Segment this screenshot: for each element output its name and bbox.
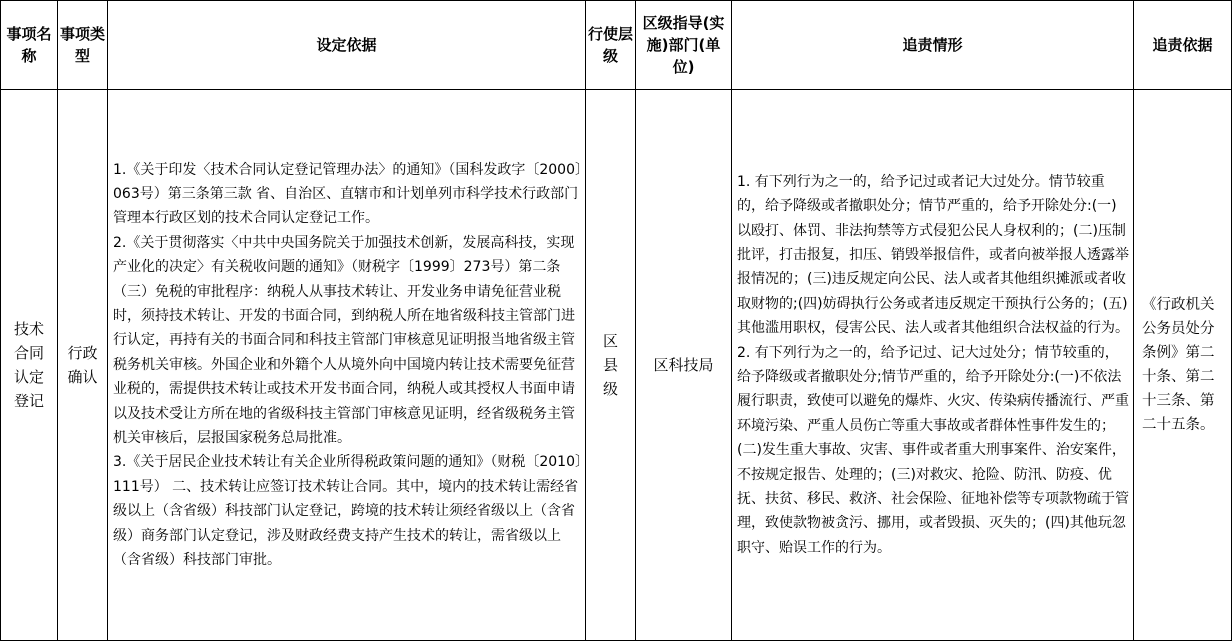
header-department: 区级指导(实施)部门(单位) — [636, 1, 732, 90]
item-type: 行政确认 — [67, 344, 98, 386]
header-level: 行使层级 — [586, 1, 636, 90]
basis-cell — [108, 90, 586, 641]
accountability-basis-cell — [1134, 90, 1232, 641]
table-row — [1, 90, 1232, 641]
accountability-basis: 《行政机关公务员处分条例》第二十条、第二十三条、第二十五条。 — [1142, 297, 1215, 433]
header-item-name: 事项名称 — [1, 1, 58, 90]
department: 区科技局 — [653, 356, 714, 374]
header-basis: 设定依据 — [108, 1, 586, 90]
basis-item: 2.《关于贯彻落实〈中共中央国务院关于加强技术创新，发展高科技，实现产业化的决定〉有关税收问题的通知》（财税字〔1999〕273号）第二条 （三）免税的审批程序：纳税人从事技术转让、开发业务申请免征营业税时，须持技术转让、开发的书面合同，到纳税人所在地省级科技主管部门进行认定，再持有关的书面合同和科技主管部门审核意见证明报当地省级主管税务机关审核。外国企业和外籍个人从境外向中国境内转让技术需要免征营业税的，需提供技术转让或技术开发书面合同，纳税人或其授权人书面申请以及技术受让方所在地的省级科技主管部门审核意见证明，经省级税务主管机关审核后，层报国家税务总局批准。 — [113, 234, 575, 447]
accountability-item: 2. 有下列行为之一的，给予记过、记大过处分；情节较重的，给予降级或者撤职处分;情节严重的，给予开除处分:(一)不依法履行职责，致使可以避免的爆炸、火灾、传染病传播流行、严重环境污染、严重人员伤亡等重大事故或者群体性事件发生的；(二)发生重大事故、灾害、事件或者重大刑事案件、治安案件，不按规定报告、处理的；(三)对救灾、抢险、防汛、防疫、优抚、扶贫、移民、救济、社会保险、征地补偿等专项款物疏于管理，致使款物被贪污、挪用，或者毁损、灭失的；(四)其他玩忽职守、贻误工作的行为。 — [737, 344, 1129, 556]
department-cell — [636, 90, 732, 641]
header-accountability: 追责情形 — [732, 1, 1134, 90]
level-cell — [586, 90, 636, 641]
header-accountability-basis: 追责依据 — [1134, 1, 1232, 90]
basis-text — [108, 158, 585, 573]
item-type-cell — [58, 90, 108, 641]
accountability-cell — [732, 90, 1134, 641]
item-name-cell — [1, 90, 58, 641]
level: 区县级 — [602, 332, 618, 398]
basis-item: 3.《关于居民企业技术转让有关企业所得税政策问题的通知》（财税〔2010〕111号） 二、技术转让应签订技术转让合同。其中，境内的技术转让需经省级以上（含省级）科技部门认定登记，跨境的技术转让须经省级以上（含省级）商务部门认定登记，涉及财政经费支持产生技术的转让，需省级以上（含省级）科技部门审批。 — [113, 454, 582, 569]
header-item-type: 事项类型 — [58, 1, 108, 90]
accountability-text — [732, 170, 1133, 561]
header-row — [1, 1, 1232, 90]
basis-item: 1.《关于印发〈技术合同认定登记管理办法〉的通知》（国科发政字〔2000〕063号）第三条第三款 省、自治区、直辖市和计划单列市科学技术行政部门管理本行政区划的技术合同认定登记工作。 — [113, 161, 582, 227]
accountability-item: 1. 有下列行为之一的，给予记过或者记大过处分。情节较重的，给予降级或者撤职处分；情节严重的，给予开除处分:(一)以殴打、体罚、非法拘禁等方式侵犯公民人身权利的；(二)压制批评，打击报复，扣压、销毁举报信件，或者向被举报人透露举报情况的；(三)违反规定向公民、法人或者其他组织摊派或者收取财物的;(四)妨碍执行公务或者违反规定干预执行公务的；(五)其他滥用职权，侵害公民、法人或者其他组织合法权益的行为。 — [737, 173, 1129, 337]
item-name: 技术合同认定登记 — [13, 320, 44, 410]
